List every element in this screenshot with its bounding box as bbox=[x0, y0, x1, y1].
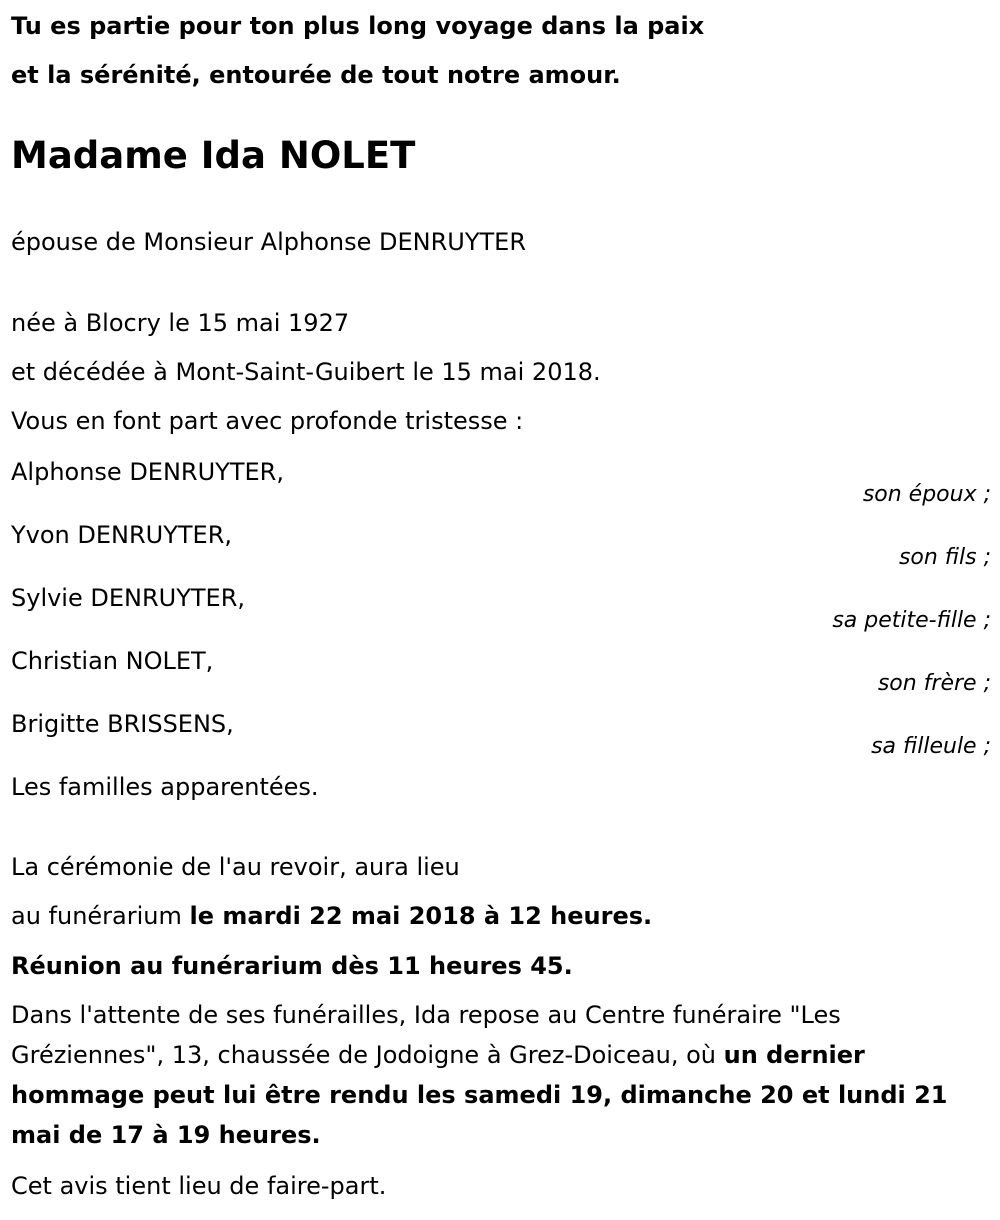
family-member-name: Christian NOLET, bbox=[11, 647, 214, 675]
epigraph-line-2: et la sérénité, entourée de tout notre amour. bbox=[11, 61, 621, 89]
epigraph-line-1: Tu es partie pour ton plus long voyage dans la paix bbox=[11, 12, 705, 40]
deceased-name: Madame Ida NOLET bbox=[11, 134, 416, 177]
ceremony-datetime: le mardi 22 mai 2018 à 12 heures. bbox=[189, 902, 653, 930]
rest-text: Dans l'attente de ses funérailles, Ida repose au Centre funéraire "Les Gréziennes", 13, chaussée de Jodoigne à Grez-Doiceau, où bbox=[11, 1001, 841, 1069]
family-member-name: Alphonse DENRUYTER, bbox=[11, 458, 284, 486]
gathering-line: Réunion au funérarium dès 11 heures 45. bbox=[11, 952, 573, 980]
family-member-name: Yvon DENRUYTER, bbox=[11, 521, 233, 549]
families-line: Les familles apparentées. bbox=[11, 773, 319, 801]
family-member-relation: son fils ; bbox=[898, 545, 991, 570]
ceremony-venue: au funérarium bbox=[11, 902, 190, 930]
rest-paragraph bbox=[11, 995, 976, 1155]
family-member-name: Brigitte BRISSENS, bbox=[11, 710, 234, 738]
family-member-name: Sylvie DENRUYTER, bbox=[11, 584, 245, 612]
family-member-relation: sa filleule ; bbox=[871, 734, 991, 759]
family-member-relation: son frère ; bbox=[877, 671, 991, 696]
birth-line: née à Blocry le 15 mai 1927 bbox=[11, 309, 350, 337]
death-line: et décédée à Mont-Saint-Guibert le 15 mai 2018. bbox=[11, 358, 601, 386]
announce-line: Vous en font part avec profonde tristesse : bbox=[11, 407, 524, 435]
family-member-relation: sa petite-fille ; bbox=[832, 608, 991, 633]
spouse-line: épouse de Monsieur Alphonse DENRUYTER bbox=[11, 228, 526, 256]
ceremony-line-2 bbox=[11, 904, 652, 928]
tribute-times: un dernier hommage peut lui être rendu les samedi 19, dimanche 20 et lundi 21 mai de 17 à 19 heures. bbox=[11, 1041, 948, 1149]
closing-line: Cet avis tient lieu de faire-part. bbox=[11, 1172, 387, 1200]
family-member-relation: son époux ; bbox=[862, 482, 991, 507]
ceremony-line-1: La cérémonie de l'au revoir, aura lieu bbox=[11, 853, 460, 881]
